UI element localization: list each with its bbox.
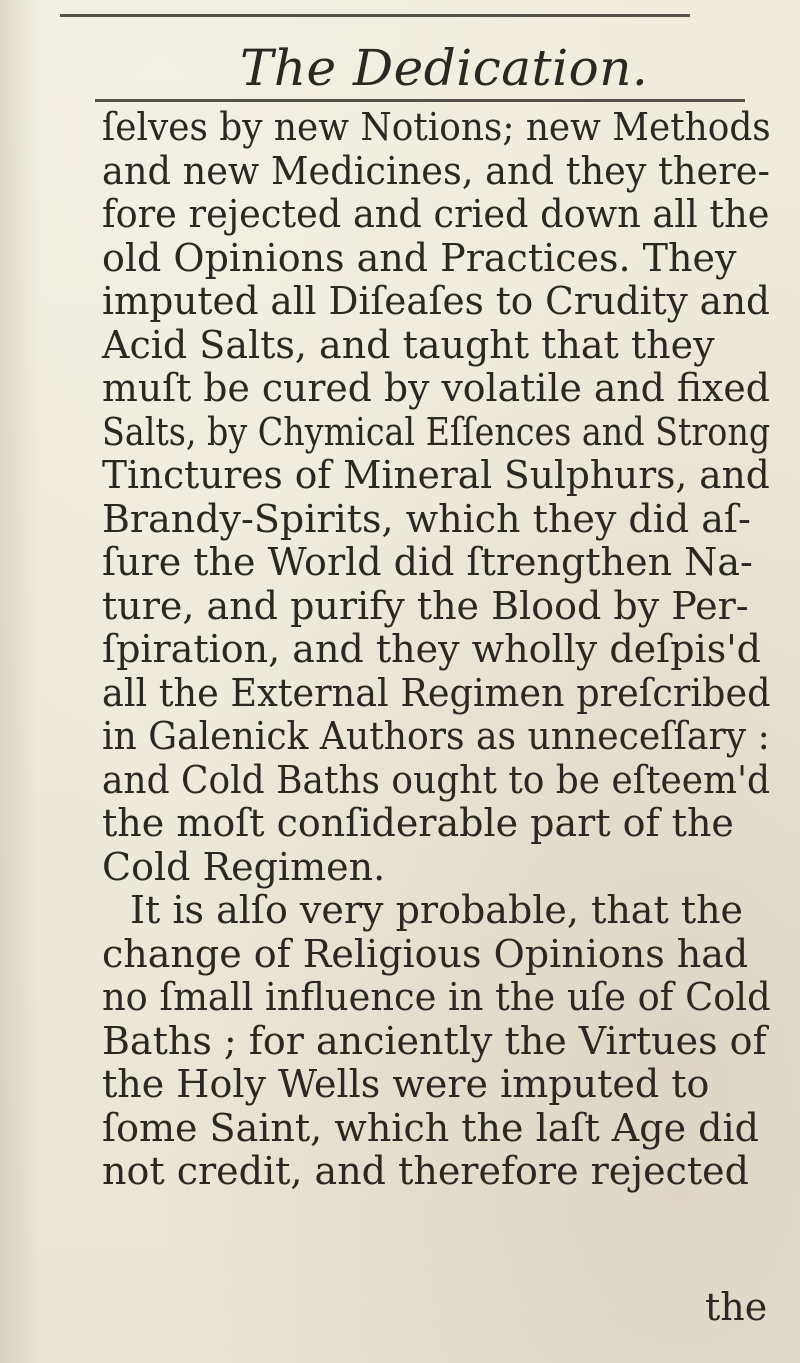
text-line: old Opinions and Practices. They [102, 235, 737, 280]
text-line: ſome Saint, which the laſt Age did [102, 1105, 759, 1150]
text-line: ture, and purify the Blood by Per- [102, 583, 749, 628]
text-line: muſt be cured by volatile and fixed [102, 366, 770, 410]
text-line: Baths ; for anciently the Virtues of [102, 1018, 767, 1063]
body-text [102, 106, 770, 1194]
text-line: no ſmall influence in the uſe of Cold [102, 975, 771, 1019]
text-line: imputed all Diſeaſes to Crudity and [102, 279, 770, 323]
text-line: change of Religious Opinions had [102, 931, 749, 976]
running-head: The Dedication. [240, 39, 649, 97]
text-line: not credit, and therefore rejected [102, 1149, 749, 1193]
head-rule [95, 99, 745, 102]
text-line: It is alſo very probable, that the [130, 888, 744, 932]
text-line: the moſt conſiderable part of the [102, 801, 734, 845]
text-line: Salts, by Chymical Eſſences and Strong [102, 409, 771, 454]
text-line: ſpiration, and they wholly deſpis'd [102, 627, 761, 671]
text-line: ſelves by new Notions; new Methods [102, 105, 771, 149]
text-line: Cold Regimen. [102, 844, 386, 889]
catchword: the [705, 1285, 768, 1329]
text-line: ſure the World did ſtrengthen Na- [102, 540, 753, 584]
text-line: in Galenick Authors as unneceſſary : [102, 714, 770, 758]
text-line: Tinctures of Mineral Sulphurs, and [102, 453, 770, 497]
text-line: the Holy Wells were imputed to [102, 1062, 710, 1106]
text-line: Brandy-Spirits, which they did aſ- [102, 496, 751, 541]
text-line: Acid Salts, and taught that they [102, 322, 715, 367]
page-edge-shadow [0, 0, 40, 1363]
top-rule [60, 14, 690, 17]
text-line: fore rejected and cried down all the [102, 192, 770, 236]
text-line: all the External Regimen preſcribed [102, 670, 771, 715]
text-line: and new Medicines, and they there- [102, 148, 770, 193]
text-line: and Cold Baths ought to be eſteem'd [102, 757, 771, 802]
